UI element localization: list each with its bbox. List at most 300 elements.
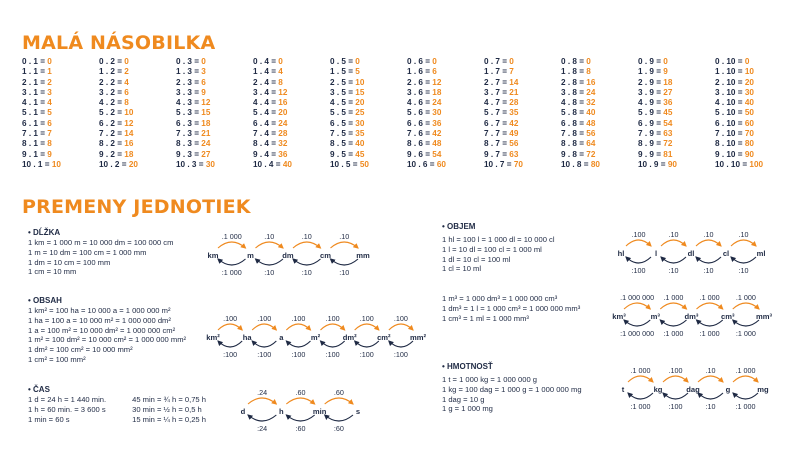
- multiplication-title: MALÁ NÁSOBILKA: [22, 32, 216, 54]
- area-line: 1 a = 100 m² = 10 000 dm² = 1 000 000 cm²: [28, 325, 176, 335]
- result: 0: [744, 57, 750, 66]
- divide-factor: :100: [291, 350, 306, 359]
- expression: 10 . 3 =: [176, 159, 204, 169]
- result: 10: [51, 159, 61, 169]
- multiply-arrow: [248, 398, 276, 404]
- expression: 2 . 10 =: [715, 77, 743, 87]
- multiplication-row: [99, 129, 176, 139]
- multiplication-row: [99, 119, 176, 129]
- expression: 6 . 3 =: [176, 118, 199, 128]
- multiplication-row: [330, 57, 407, 67]
- multiply-factor: .10: [705, 366, 716, 375]
- result: 12: [432, 77, 442, 87]
- area-line: 1 m² = 100 dm² = 10 000 cm² = 1 000 000 mm²: [28, 335, 187, 345]
- time-fraction-line: 30 min = ½ h = 0,5 h: [132, 404, 202, 414]
- multiplication-row: [176, 57, 253, 67]
- result: 20: [128, 159, 138, 169]
- divide-factor: :100: [325, 350, 340, 359]
- expression: 3 . 5 =: [330, 87, 353, 97]
- result: 30: [432, 108, 442, 118]
- multiplication-row: [176, 150, 253, 160]
- result: 45: [663, 108, 673, 118]
- result: 9: [663, 67, 668, 77]
- multiply-factor: .100: [359, 314, 374, 323]
- volume-cubic-line: 1 cm³ = 1 ml = 1 000 mm³: [442, 313, 529, 323]
- expression: 4 . 2 =: [99, 98, 122, 108]
- multiply-arrow: [624, 303, 650, 309]
- unit-label: h: [279, 407, 284, 416]
- unit-label: cl: [722, 249, 730, 258]
- result: 8: [47, 139, 52, 149]
- divide-arrow: [661, 257, 686, 263]
- result: 2: [124, 67, 129, 77]
- multiply-factor: .100: [631, 230, 646, 239]
- unit-label: min: [312, 407, 327, 416]
- multiplication-row: [715, 108, 792, 118]
- volume-line: 1 l = 10 dl = 100 cl = 1 000 ml: [442, 244, 542, 254]
- multiplication-row: [715, 78, 792, 88]
- mass-section: [442, 362, 582, 414]
- result: 9: [47, 149, 52, 159]
- time-line: 1 d = 24 h = 1 440 min.: [28, 395, 107, 404]
- divide-arrow: [355, 341, 379, 347]
- result: 21: [201, 129, 211, 139]
- multiply-arrow: [218, 242, 246, 248]
- multiplication-row: [407, 98, 484, 108]
- result: 30: [744, 87, 754, 97]
- multiplication-row: [330, 119, 407, 129]
- result: 7: [509, 67, 514, 77]
- unit-label: dm³: [684, 312, 699, 321]
- multiplication-row: [561, 88, 638, 98]
- result: 64: [586, 139, 596, 149]
- multiplication-row: [407, 139, 484, 149]
- multiplication-row: [715, 129, 792, 139]
- time-section: [28, 385, 206, 424]
- expression: 8 . 6 =: [407, 139, 430, 149]
- result: 27: [663, 87, 673, 97]
- expression: 1 . 6 =: [407, 67, 430, 77]
- divide-arrow: [697, 320, 723, 326]
- result: 27: [201, 149, 211, 159]
- multiplication-row: [407, 129, 484, 139]
- expression: 2 . 1 =: [22, 77, 45, 87]
- multiplication-row: [638, 98, 715, 108]
- unit-label: dm²: [342, 333, 357, 342]
- expression: 9 . 7 =: [484, 149, 507, 159]
- result: 90: [744, 149, 754, 159]
- unit-label: ml: [756, 249, 766, 258]
- result: 7: [47, 129, 52, 139]
- expression: 5 . 6 =: [407, 108, 430, 118]
- multiplication-row: [638, 139, 715, 149]
- multiplication-row: [484, 119, 561, 129]
- multiplication-column: [561, 57, 638, 170]
- expression: 6 . 10 =: [715, 118, 743, 128]
- multiplication-row: [22, 160, 99, 170]
- multiply-arrow: [660, 303, 686, 309]
- divide-arrow: [218, 259, 246, 265]
- result: 42: [432, 129, 442, 139]
- expression: 6 . 7 =: [484, 118, 507, 128]
- multiplication-row: [561, 67, 638, 77]
- expression: 4 . 3 =: [176, 98, 199, 108]
- multiplication-row: [561, 78, 638, 88]
- expression: 7 . 7 =: [484, 129, 507, 139]
- result: 54: [432, 149, 442, 159]
- expression: 8 . 5 =: [330, 139, 353, 149]
- result: 80: [590, 159, 600, 169]
- length-line: 1 cm = 10 mm: [28, 267, 77, 277]
- multiply-factor: .1 000: [735, 293, 756, 302]
- divide-factor: :10: [264, 268, 275, 277]
- divide-factor: :100: [668, 402, 683, 411]
- result: 36: [432, 118, 442, 128]
- multiplication-row: [407, 88, 484, 98]
- expression: 7 . 3 =: [176, 129, 199, 139]
- multiplication-row: [22, 57, 99, 67]
- unit-label: ha: [242, 333, 252, 342]
- multiplication-row: [253, 150, 330, 160]
- multiplication-row: [99, 57, 176, 67]
- divide-arrow: [624, 320, 650, 326]
- expression: 5 . 3 =: [176, 108, 199, 118]
- multiplication-row: [638, 160, 715, 170]
- multiply-arrow: [355, 324, 379, 330]
- result: 35: [355, 129, 365, 139]
- result: 20: [744, 77, 754, 87]
- result: 15: [201, 108, 211, 118]
- expression: 4 . 4 =: [253, 98, 276, 108]
- volume-line: 1 dl = 10 cl = 100 ml: [442, 254, 511, 264]
- divide-factor: :10: [339, 268, 350, 277]
- result: 8: [124, 98, 129, 108]
- multiplication-row: [99, 67, 176, 77]
- multiply-factor: .10: [339, 232, 350, 241]
- divide-factor: :60: [333, 424, 344, 433]
- expression: 10 . 2 =: [99, 159, 127, 169]
- result: 10: [744, 67, 754, 77]
- multiplication-row: [561, 150, 638, 160]
- result: 8: [278, 77, 283, 87]
- multiply-factor: .10: [703, 230, 714, 239]
- result: 81: [663, 149, 673, 159]
- time-converter: [236, 386, 365, 432]
- result: 9: [201, 87, 206, 97]
- multiply-factor: .1 000: [735, 366, 756, 375]
- result: 50: [744, 108, 754, 118]
- multiply-factor: .100: [393, 314, 408, 323]
- multiplication-row: [330, 129, 407, 139]
- multiply-factor: .1 000: [699, 293, 720, 302]
- result: 16: [278, 98, 288, 108]
- multiplication-row: [99, 98, 176, 108]
- divide-factor: :24: [257, 424, 268, 433]
- expression: 8 . 2 =: [99, 139, 122, 149]
- multiplication-row: [176, 108, 253, 118]
- divide-arrow: [286, 415, 314, 421]
- divide-factor: :60: [295, 424, 306, 433]
- divide-arrow: [698, 393, 723, 399]
- result: 54: [663, 118, 673, 128]
- result: 42: [509, 118, 519, 128]
- expression: 8 . 4 =: [253, 139, 276, 149]
- result: 48: [586, 118, 596, 128]
- result: 35: [509, 108, 519, 118]
- length-line: 1 m = 10 dm = 100 cm = 1 000 mm: [28, 247, 147, 257]
- expression: 6 . 9 =: [638, 118, 661, 128]
- multiply-arrow: [218, 324, 242, 330]
- volume-cubic-line: 1 dm³ = 1 l = 1 000 cm³ = 1 000 000 mm³: [442, 303, 581, 313]
- expression: 10 . 7 =: [484, 159, 512, 169]
- multiplication-column: [715, 57, 792, 170]
- multiplication-row: [99, 78, 176, 88]
- multiply-factor: .100: [668, 366, 683, 375]
- multiplication-row: [22, 88, 99, 98]
- unit-label: a: [279, 333, 284, 342]
- result: 80: [744, 139, 754, 149]
- expression: 7 . 1 =: [22, 129, 45, 139]
- result: 5: [47, 108, 52, 118]
- multiplication-row: [176, 160, 253, 170]
- expression: 1 . 8 =: [561, 67, 584, 77]
- expression: 8 . 3 =: [176, 139, 199, 149]
- divide-arrow: [331, 259, 359, 265]
- length-converter: [206, 230, 370, 276]
- multiplication-row: [561, 129, 638, 139]
- result: 40: [355, 139, 365, 149]
- multiplication-column: [407, 57, 484, 170]
- divide-factor: :100: [223, 350, 238, 359]
- expression: 9 . 10 =: [715, 149, 743, 159]
- multiplication-column: [99, 57, 176, 170]
- multiply-arrow: [252, 324, 276, 330]
- multiplication-row: [638, 78, 715, 88]
- multiply-factor: .100: [223, 314, 238, 323]
- result: 2: [47, 77, 52, 87]
- expression: 3 . 6 =: [407, 87, 430, 97]
- multiplication-row: [99, 160, 176, 170]
- multiplication-row: [484, 57, 561, 67]
- result: 24: [432, 98, 442, 108]
- multiply-factor: .100: [325, 314, 340, 323]
- multiplication-column: [253, 57, 330, 170]
- multiply-arrow: [661, 240, 686, 246]
- multiplication-row: [407, 119, 484, 129]
- expression: 3 . 10 =: [715, 87, 743, 97]
- divide-arrow: [321, 341, 345, 347]
- mass-line: 1 t = 1 000 kg = 1 000 000 g: [442, 375, 537, 384]
- result: 6: [201, 77, 206, 87]
- expression: 3 . 3 =: [176, 87, 199, 97]
- divide-arrow: [731, 257, 756, 263]
- expression: 8 . 10 =: [715, 139, 743, 149]
- unit-label: l: [654, 249, 658, 258]
- result: 4: [47, 98, 52, 108]
- multiply-factor: .60: [295, 388, 306, 397]
- multiplication-row: [561, 139, 638, 149]
- multiply-factor: .100: [291, 314, 306, 323]
- multiply-factor: .10: [668, 230, 679, 239]
- expression: 0 . 5 =: [330, 57, 353, 66]
- section-title: • HMOTNOSŤ: [442, 362, 493, 371]
- expression: 2 . 9 =: [638, 77, 661, 87]
- result: 16: [586, 77, 596, 87]
- multiplication-column: [330, 57, 407, 170]
- area-line: 1 cm² = 100 mm²: [28, 354, 86, 364]
- unit-label: m: [247, 251, 254, 260]
- expression: 7 . 5 =: [330, 129, 353, 139]
- multiplication-row: [330, 98, 407, 108]
- multiply-arrow: [293, 242, 321, 248]
- divide-arrow: [628, 393, 653, 399]
- multiplication-row: [22, 129, 99, 139]
- result: 16: [124, 139, 134, 149]
- result: 36: [663, 98, 673, 108]
- unit-label: cm: [320, 251, 331, 260]
- expression: 10 . 8 =: [561, 159, 589, 169]
- divide-factor: :1 000: [221, 268, 242, 277]
- multiplication-row: [715, 57, 792, 67]
- multiplication-row: [407, 57, 484, 67]
- divide-factor: :1 000 000: [620, 329, 655, 338]
- result: 24: [586, 87, 596, 97]
- result: 0: [47, 57, 52, 66]
- result: 14: [124, 129, 134, 139]
- expression: 7 . 2 =: [99, 129, 122, 139]
- result: 0: [201, 57, 206, 66]
- multiplication-row: [330, 160, 407, 170]
- multiplication-row: [176, 88, 253, 98]
- result: 18: [201, 118, 211, 128]
- multiplication-row: [561, 57, 638, 67]
- multiplication-row: [561, 160, 638, 170]
- multiplication-row: [176, 78, 253, 88]
- result: 36: [278, 149, 288, 159]
- unit-label: s: [355, 407, 361, 416]
- multiplication-row: [253, 108, 330, 118]
- multiplication-row: [484, 67, 561, 77]
- multiplication-row: [715, 119, 792, 129]
- multiplication-row: [22, 78, 99, 88]
- result: 72: [663, 139, 673, 149]
- multiplication-row: [561, 108, 638, 118]
- expression: 3 . 7 =: [484, 87, 507, 97]
- multiplication-column: [22, 57, 99, 170]
- result: 21: [509, 87, 519, 97]
- multiplication-column: [638, 57, 715, 170]
- expression: 7 . 6 =: [407, 129, 430, 139]
- result: 20: [355, 98, 365, 108]
- expression: 1 . 7 =: [484, 67, 507, 77]
- expression: 0 . 7 =: [484, 57, 507, 66]
- unit-label: kg: [653, 385, 663, 394]
- result: 70: [744, 129, 754, 139]
- expression: 9 . 9 =: [638, 149, 661, 159]
- multiplication-row: [484, 139, 561, 149]
- area-line: 1 dm² = 100 cm² = 10 000 mm²: [28, 345, 133, 355]
- unit-label: d: [240, 407, 246, 416]
- multiplication-row: [638, 88, 715, 98]
- expression: 3 . 8 =: [561, 87, 584, 97]
- unit-label: mm³: [755, 312, 773, 321]
- multiplication-row: [22, 139, 99, 149]
- expression: 0 . 6 =: [407, 57, 430, 66]
- multiplication-row: [407, 160, 484, 170]
- result: 63: [509, 149, 519, 159]
- section-title: • OBJEM: [442, 222, 476, 231]
- multiplication-row: [484, 88, 561, 98]
- expression: 0 . 10 =: [715, 57, 743, 66]
- expression: 3 . 4 =: [253, 87, 276, 97]
- multiplication-row: [176, 139, 253, 149]
- area-line: 1 km² = 100 ha = 10 000 a = 1 000 000 m²: [28, 306, 171, 315]
- section-title: • ČAS: [28, 385, 50, 394]
- multiplication-row: [253, 98, 330, 108]
- multiplication-row: [176, 129, 253, 139]
- converter-diagram: [614, 228, 768, 274]
- converter-diagram: [612, 291, 771, 337]
- multiplication-row: [330, 67, 407, 77]
- result: 1: [47, 67, 52, 77]
- expression: 10 . 4 =: [253, 159, 281, 169]
- result: 70: [513, 159, 523, 169]
- expression: 6 . 8 =: [561, 118, 584, 128]
- result: 56: [509, 139, 519, 149]
- multiply-arrow: [733, 376, 758, 382]
- multiplication-row: [330, 88, 407, 98]
- section-title: • OBSAH: [28, 296, 62, 305]
- expression: 10 . 10 =: [715, 159, 748, 169]
- expression: 5 . 5 =: [330, 108, 353, 118]
- unit-label: dl: [687, 249, 695, 258]
- divide-factor: :100: [359, 350, 374, 359]
- expression: 7 . 9 =: [638, 129, 661, 139]
- mass-line: 1 dag = 10 g: [442, 394, 485, 404]
- expression: 7 . 8 =: [561, 129, 584, 139]
- expression: 8 . 8 =: [561, 139, 584, 149]
- converter-diagram: [236, 386, 365, 432]
- multiplication-row: [176, 98, 253, 108]
- multiplication-row: [484, 108, 561, 118]
- result: 0: [355, 57, 360, 66]
- divide-factor: :10: [703, 266, 714, 275]
- result: 0: [278, 57, 283, 66]
- expression: 6 . 4 =: [253, 118, 276, 128]
- expression: 9 . 2 =: [99, 149, 122, 159]
- multiply-arrow: [286, 324, 310, 330]
- result: 0: [124, 57, 129, 66]
- multiply-factor: .1 000 000: [620, 293, 655, 302]
- unit-label: t: [621, 385, 625, 394]
- converter-diagram: [206, 230, 370, 276]
- divide-factor: :10: [668, 266, 679, 275]
- unit-label: m²: [310, 333, 321, 342]
- expression: 3 . 9 =: [638, 87, 661, 97]
- divide-arrow: [663, 393, 688, 399]
- multiply-arrow: [389, 324, 413, 330]
- divide-arrow: [218, 341, 242, 347]
- divide-arrow: [293, 259, 321, 265]
- multiply-factor: .100: [257, 314, 272, 323]
- result: 12: [124, 118, 134, 128]
- expression: 3 . 1 =: [22, 87, 45, 97]
- multiply-arrow: [731, 240, 756, 246]
- divide-arrow: [733, 393, 758, 399]
- unit-label: dag: [686, 385, 700, 394]
- multiplication-row: [253, 129, 330, 139]
- result: 12: [201, 98, 211, 108]
